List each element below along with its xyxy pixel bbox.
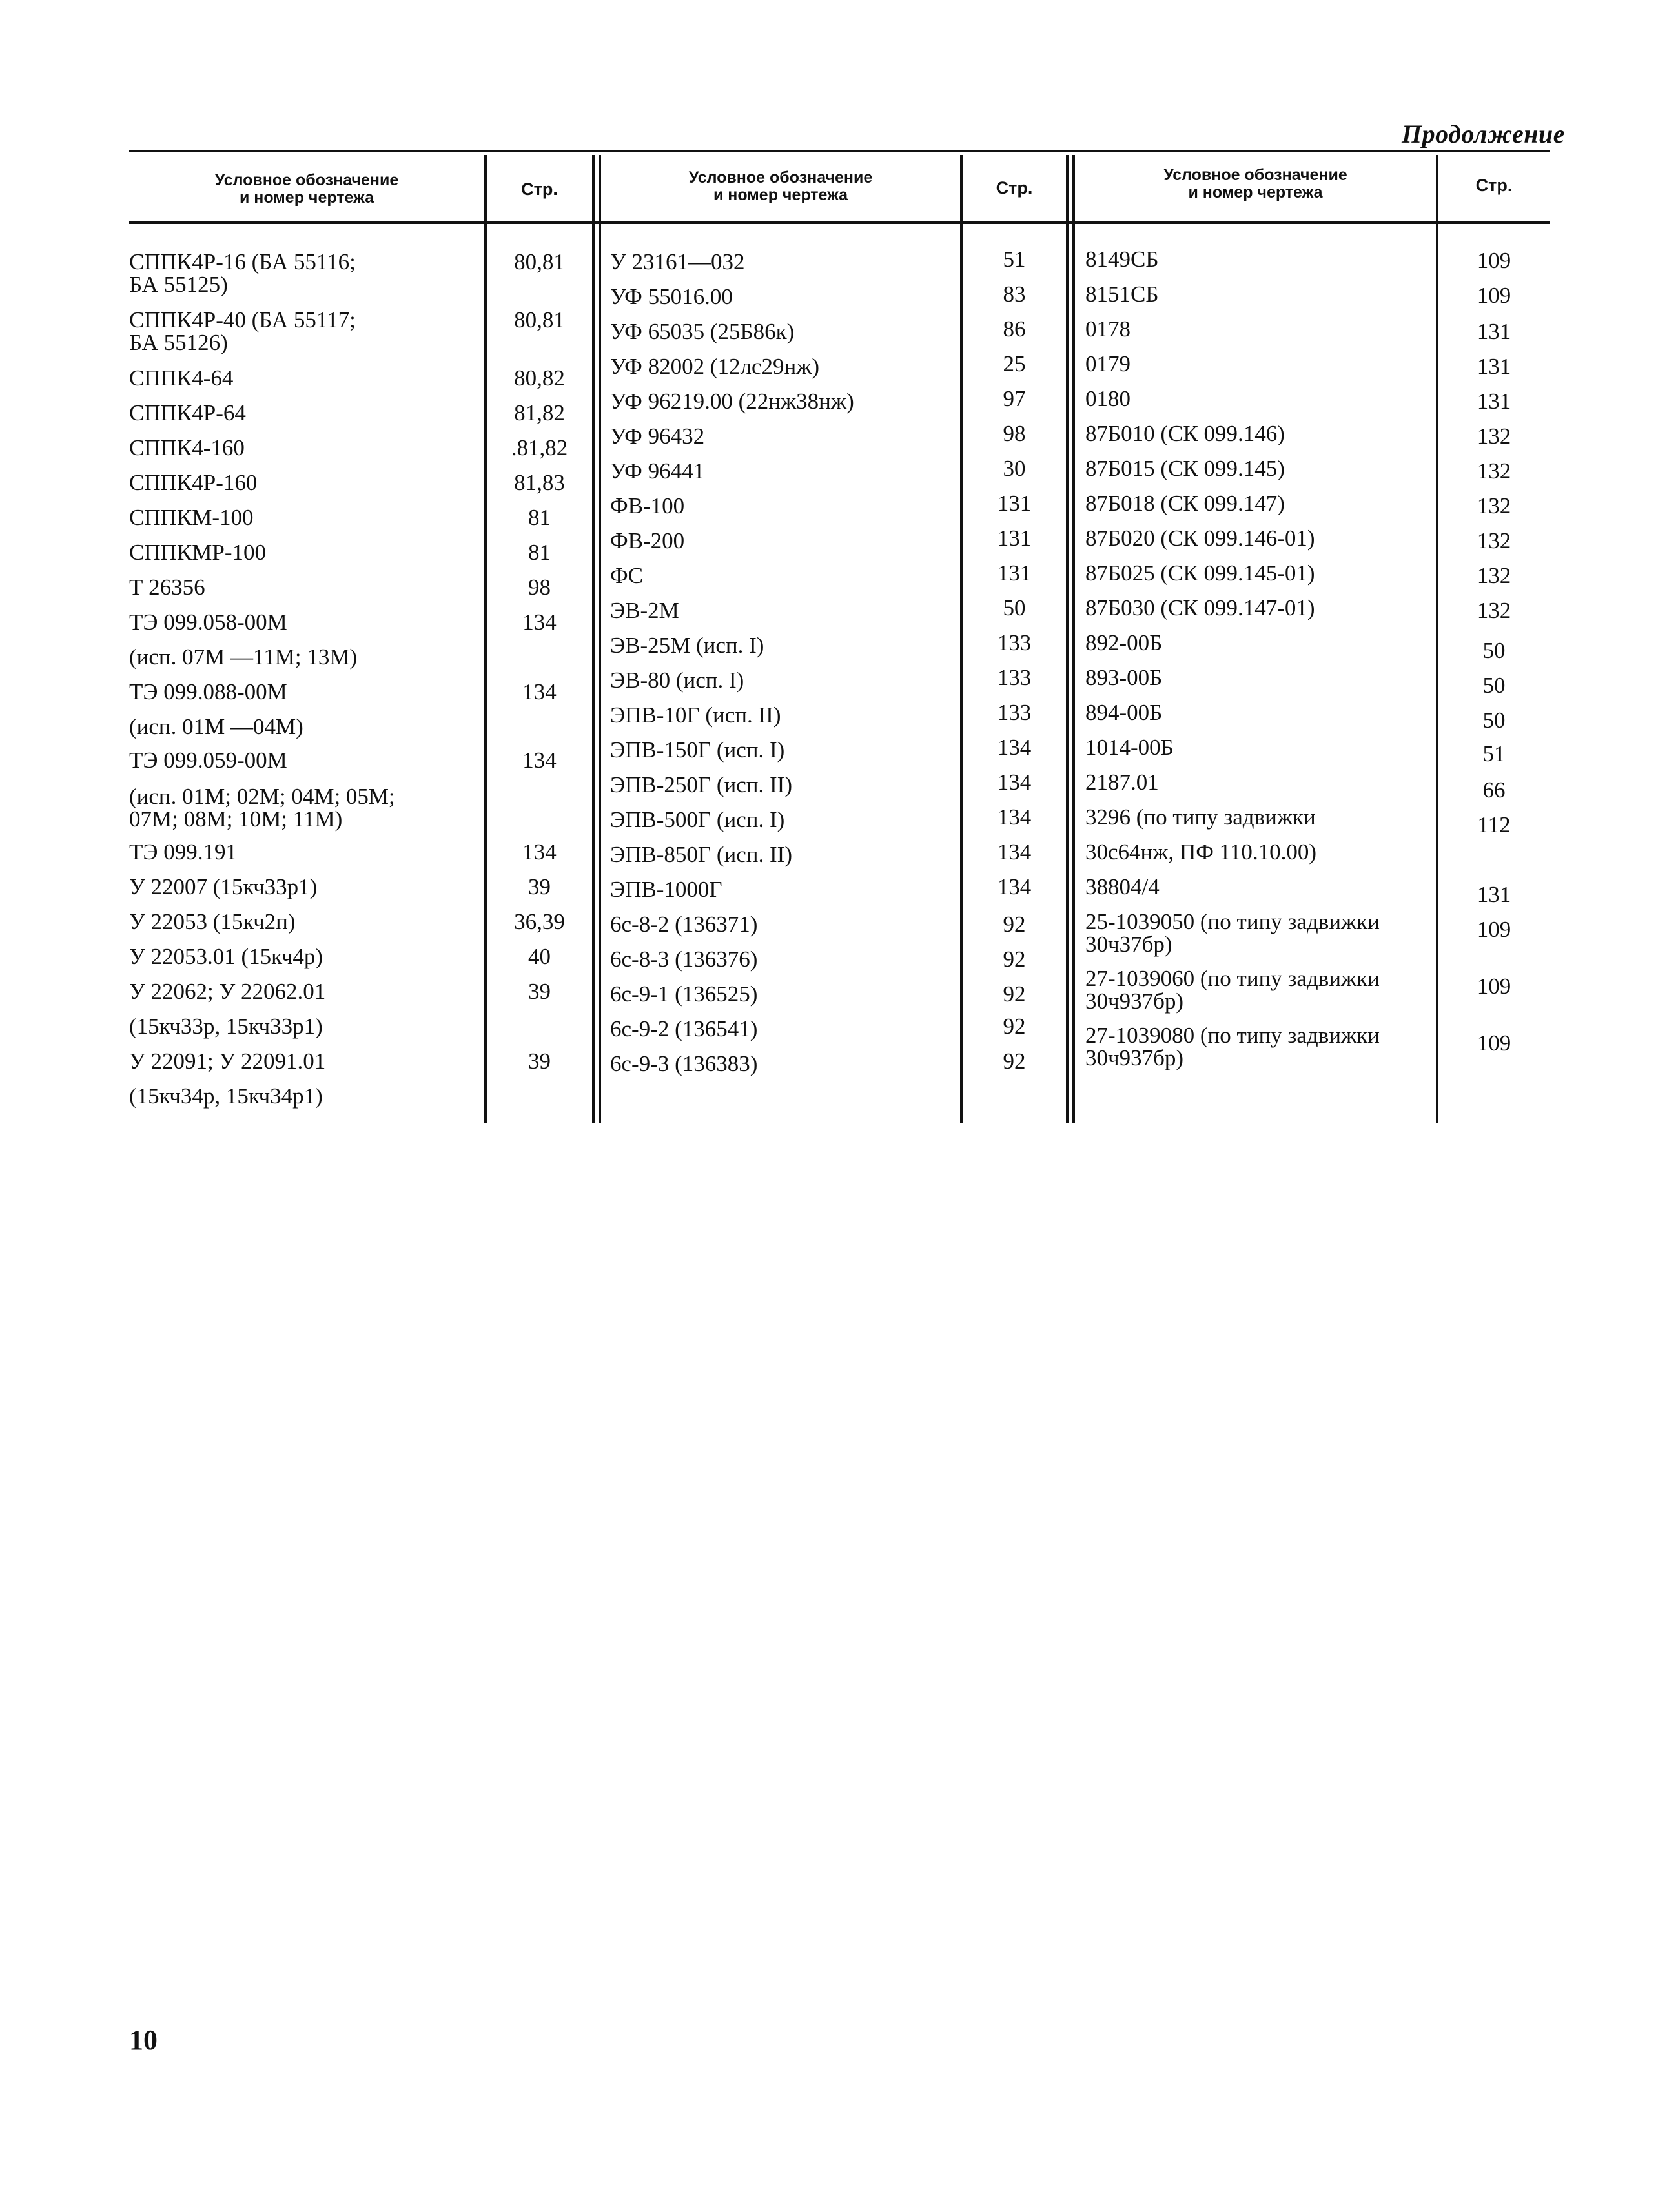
header-designation-line2: и номер чертежа (713, 186, 848, 204)
entry-line: ТЭ 099.191 (129, 839, 237, 865)
entry-designation (1085, 666, 1162, 689)
entry-page: 132 (1477, 458, 1511, 484)
entry-line: УФ 96219.00 (22нж38нж) (610, 389, 854, 414)
entry-page: .81,82 (511, 435, 568, 460)
entry-designation (610, 634, 764, 657)
entry-designation (129, 367, 233, 389)
entry-page: 133 (997, 665, 1032, 690)
entry-line: 30ч937бр) (1085, 988, 1184, 1014)
entry-page: 134 (997, 839, 1032, 865)
entry-designation (1085, 701, 1162, 724)
entry-page: 134 (522, 748, 557, 773)
entry-designation (129, 402, 246, 424)
entry-page: 81 (528, 505, 551, 530)
entry-line: 07М; 08М; 10М; 11М) (129, 806, 343, 832)
entry-designation (129, 1015, 323, 1038)
entry-line: ЭВ-2М (610, 598, 679, 623)
entry-page: 92 (1003, 947, 1026, 972)
entry-designation (610, 495, 684, 517)
entry-line: У 22007 (15кч33р1) (129, 874, 318, 899)
entry-designation (129, 910, 296, 933)
entry-page: 134 (522, 609, 557, 635)
entry-page: 132 (1477, 424, 1511, 449)
entry-line: ЭПВ-500Г (исп. I) (610, 807, 785, 832)
header-designation-line1: Условное обозначение (688, 169, 873, 187)
entry-line: 27-1039060 (по типу задвижки (1085, 966, 1380, 991)
entry-designation (610, 808, 784, 831)
entry-line: 30ч937бр) (1085, 1045, 1184, 1070)
entry-designation (1085, 631, 1162, 654)
entry-designation (1085, 806, 1316, 828)
entry-page: 92 (1003, 1014, 1026, 1039)
entry-designation (129, 715, 303, 738)
entry-designation (610, 704, 781, 726)
entry-designation (610, 669, 744, 691)
entry-designation (129, 945, 323, 968)
entry-page: 131 (1477, 319, 1511, 344)
entry-line: УФ 82002 (12лс29нж) (610, 354, 820, 379)
entry-designation (610, 878, 722, 901)
column-double-rule (592, 155, 595, 1123)
entry-designation (129, 785, 395, 830)
entry-page: 131 (1477, 389, 1511, 414)
entry-page: 132 (1477, 528, 1511, 553)
entry-line: ЭВ-80 (исп. I) (610, 668, 744, 693)
entry-line: ФВ-200 (610, 528, 685, 553)
entry-line: У 22091; У 22091.01 (129, 1049, 326, 1074)
entry-page: 131 (1477, 354, 1511, 379)
entry-line: 6с-9-1 (136525) (610, 981, 758, 1007)
entry-page: 86 (1003, 316, 1026, 342)
entry-page: 25 (1003, 351, 1026, 376)
entry-page: 131 (1477, 882, 1511, 907)
entry-designation (1085, 492, 1285, 515)
entry-designation (610, 913, 757, 936)
entry-line: ТЭ 099.059-00М (129, 748, 287, 773)
entry-page: 80,81 (514, 249, 565, 274)
entry-page: 83 (1003, 282, 1026, 307)
entry-page: 109 (1477, 917, 1511, 942)
entry-page: 36,39 (514, 909, 565, 934)
header-page: Стр. (521, 179, 558, 199)
entry-line: ФВ-100 (610, 493, 685, 518)
entry-page: 131 (997, 560, 1032, 586)
entry-designation (610, 355, 819, 378)
entry-page: 39 (528, 874, 551, 899)
header-designation-line1: Условное обозначение (214, 171, 399, 189)
entry-line: СППК4Р-160 (129, 470, 258, 495)
entry-page: 80,81 (514, 307, 565, 333)
entry-line: СППК4-160 (129, 435, 245, 460)
entry-line: 1014-00Б (1085, 735, 1174, 760)
entry-page: 134 (522, 839, 557, 865)
entry-page: 40 (528, 944, 551, 969)
entry-page: 92 (1003, 981, 1026, 1007)
entry-designation (129, 681, 287, 703)
entry-line: 8151СБ (1085, 282, 1159, 307)
entry-line: 87Б020 (СК 099.146-01) (1085, 526, 1315, 551)
header-designation (129, 172, 484, 207)
entry-page: 50 (1482, 708, 1506, 733)
entry-designation (610, 983, 757, 1005)
entry-line: (исп. 01М —04М) (129, 714, 303, 739)
entry-designation (129, 1050, 325, 1072)
entry-line: ЭВ-25М (исп. I) (610, 633, 764, 658)
entry-designation (1085, 422, 1285, 445)
entry-line: ТЭ 099.058-00М (129, 609, 287, 635)
entry-page: 51 (1482, 741, 1506, 766)
entry-line: (15кч34р, 15кч34р1) (129, 1083, 323, 1109)
entry-line: 87Б015 (СК 099.145) (1085, 456, 1285, 481)
page-number: 10 (129, 2024, 158, 2056)
entry-line: 25-1039050 (по типу задвижки (1085, 909, 1380, 934)
column-double-rule (599, 155, 601, 1123)
entry-line: БА 55126) (129, 330, 228, 355)
entry-line: СППК4Р-16 (БА 55116; (129, 249, 356, 274)
entry-line: 6с-8-3 (136376) (610, 947, 758, 972)
entry-line: 30с64нж, ПФ 110.10.00) (1085, 839, 1316, 865)
entry-line: 0178 (1085, 316, 1131, 342)
entry-page: 81,83 (514, 470, 565, 495)
entry-page: 66 (1482, 777, 1506, 803)
entry-line: 8149СБ (1085, 247, 1159, 272)
header-designation-line2: и номер чертежа (1188, 183, 1323, 201)
entry-line: (исп. 01М; 02М; 04М; 05М; (129, 784, 395, 809)
entry-page: 50 (1482, 638, 1506, 663)
entry-line: 3296 (по типу задвижки (1085, 804, 1316, 830)
entry-designation (129, 471, 257, 494)
entry-page: 81,82 (514, 400, 565, 425)
entry-designation (610, 773, 792, 796)
entry-line: ЭПВ-150Г (исп. I) (610, 737, 785, 763)
entry-page: 112 (1477, 812, 1511, 837)
entry-designation (610, 948, 757, 970)
entry-line: ЭПВ-850Г (исп. II) (610, 842, 792, 867)
entry-page: 97 (1003, 386, 1026, 411)
entry-page: 80,82 (514, 365, 565, 391)
entry-page: 98 (1003, 421, 1026, 446)
entry-line: ЭПВ-250Г (исп. II) (610, 772, 792, 797)
entry-designation (610, 739, 784, 761)
column-rule (484, 155, 487, 1123)
entry-line: 87Б030 (СК 099.147-01) (1085, 595, 1315, 620)
header-designation (601, 169, 960, 204)
entry-page: 131 (997, 526, 1032, 551)
entry-page: 134 (997, 735, 1032, 760)
entry-line: СППКМР-100 (129, 540, 266, 565)
entry-page: 50 (1003, 595, 1026, 620)
entry-designation (129, 309, 356, 354)
entry-designation (610, 460, 704, 482)
header-designation-line2: и номер чертежа (239, 189, 374, 207)
entry-designation (1085, 910, 1380, 956)
entry-designation (1085, 597, 1315, 619)
entry-line: 27-1039080 (по типу задвижки (1085, 1023, 1380, 1048)
entry-designation (1085, 353, 1131, 375)
entry-designation (1085, 876, 1160, 898)
entry-designation (129, 1085, 323, 1107)
entry-page: 133 (997, 630, 1032, 655)
header-designation-line1: Условное обозначение (1163, 166, 1347, 184)
entry-line: 894-00Б (1085, 700, 1163, 725)
entry-designation (129, 876, 317, 898)
entry-line: У 22053.01 (15кч4р) (129, 944, 323, 969)
entry-designation (129, 749, 287, 772)
column-double-rule (1072, 155, 1075, 1123)
entry-page: 134 (522, 679, 557, 704)
entry-designation (1085, 318, 1131, 340)
entry-line: ФС (610, 563, 643, 588)
entry-line: 87Б010 (СК 099.146) (1085, 421, 1285, 446)
entry-page: 109 (1477, 248, 1511, 273)
table-top-rule (129, 150, 1550, 152)
entry-line: СППКМ-100 (129, 505, 254, 530)
entry-designation (610, 390, 854, 413)
entry-designation (1085, 248, 1158, 271)
header-page: Стр. (1475, 176, 1513, 195)
table-header-rule (129, 221, 1550, 224)
entry-page: 51 (1003, 247, 1026, 272)
entry-page: 92 (1003, 912, 1026, 937)
entry-designation (610, 1018, 757, 1040)
entry-line: 87Б018 (СК 099.147) (1085, 491, 1285, 516)
entry-page: 39 (528, 1049, 551, 1074)
header-designation (1075, 167, 1436, 201)
entry-designation (129, 841, 237, 863)
entry-designation (610, 251, 745, 273)
column-double-rule (1066, 155, 1069, 1123)
entry-page: 109 (1477, 283, 1511, 308)
entry-page: 30 (1003, 456, 1026, 481)
entry-designation (610, 599, 679, 622)
entry-designation (1085, 527, 1315, 549)
entry-page: 133 (997, 700, 1032, 725)
entry-designation (1085, 736, 1174, 759)
entry-page: 132 (1477, 493, 1511, 518)
entry-designation (610, 564, 643, 587)
entry-line: УФ 96432 (610, 424, 705, 449)
entry-line: 6с-9-3 (136383) (610, 1051, 758, 1076)
entry-line: У 22062; У 22062.01 (129, 979, 326, 1004)
entry-designation (1085, 967, 1380, 1012)
entry-designation (1085, 283, 1158, 305)
header-page: Стр. (996, 178, 1033, 198)
entry-line: УФ 96441 (610, 458, 705, 484)
entry-designation (610, 529, 684, 552)
entry-page: 109 (1477, 1030, 1511, 1056)
entry-designation (129, 980, 325, 1003)
entry-line: Т 26356 (129, 575, 205, 600)
entry-line: УФ 55016.00 (610, 284, 733, 309)
entry-line: У 22053 (15кч2п) (129, 909, 296, 934)
entry-line: ЭПВ-10Г (исп. II) (610, 702, 781, 728)
entry-line: 87Б025 (СК 099.145-01) (1085, 560, 1315, 586)
entry-line: 0180 (1085, 386, 1131, 411)
entry-line: (15кч33р, 15кч33р1) (129, 1014, 323, 1039)
entry-designation (610, 843, 792, 866)
entry-page: 50 (1482, 673, 1506, 698)
entry-line: У 23161—032 (610, 249, 745, 274)
entry-designation (129, 646, 357, 668)
entry-designation (129, 576, 205, 599)
entry-designation (1085, 387, 1131, 410)
entry-designation (129, 506, 254, 529)
entry-line: БА 55125) (129, 272, 228, 297)
entry-line: СППК4Р-64 (129, 400, 246, 425)
entry-line: (исп. 07М —11М; 13М) (129, 644, 358, 670)
entry-designation (129, 251, 356, 296)
entry-page: 92 (1003, 1049, 1026, 1074)
entry-page: 81 (528, 540, 551, 565)
entry-line: 2187.01 (1085, 770, 1159, 795)
entry-designation (1085, 457, 1285, 480)
entry-designation (129, 611, 287, 633)
entry-designation (610, 425, 704, 447)
entry-page: 134 (997, 804, 1032, 830)
entry-line: 0179 (1085, 351, 1131, 376)
entry-designation (610, 285, 733, 308)
entry-page: 132 (1477, 598, 1511, 623)
entry-page: 109 (1477, 974, 1511, 999)
entry-page: 134 (997, 770, 1032, 795)
entry-designation (610, 320, 794, 343)
entry-page: 134 (997, 874, 1032, 899)
entry-line: СППК4-64 (129, 365, 234, 391)
entry-designation (1085, 771, 1159, 794)
entry-line: 892-00Б (1085, 630, 1163, 655)
entry-line: 893-00Б (1085, 665, 1163, 690)
continuation-label: Продолжение (1402, 119, 1565, 148)
entry-page: 132 (1477, 563, 1511, 588)
entry-line: СППК4Р-40 (БА 55117; (129, 307, 356, 333)
entry-designation (1085, 1024, 1380, 1069)
entry-designation (1085, 841, 1316, 863)
entry-line: УФ 65035 (25Б86к) (610, 319, 795, 344)
entry-designation (129, 541, 266, 564)
entry-line: ТЭ 099.088-00М (129, 679, 287, 704)
entry-line: 6с-9-2 (136541) (610, 1016, 758, 1041)
entry-line: 38804/4 (1085, 874, 1160, 899)
entry-designation (610, 1052, 757, 1075)
entry-line: ЭПВ-1000Г (610, 877, 722, 902)
entry-line: 30ч37бр) (1085, 932, 1172, 957)
entry-designation (129, 436, 245, 459)
entry-page: 131 (997, 491, 1032, 516)
entry-designation (1085, 562, 1315, 584)
entry-page: 39 (528, 979, 551, 1004)
entry-page: 98 (528, 575, 551, 600)
entry-line: 6с-8-2 (136371) (610, 912, 758, 937)
